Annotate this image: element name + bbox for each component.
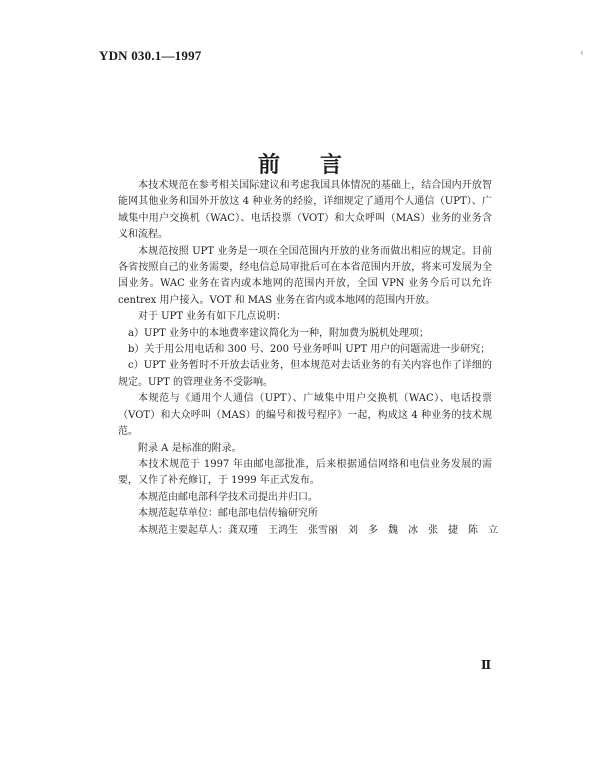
paragraph-proposer: 本规范由邮电部科学技术司提出并归口。 bbox=[138, 491, 318, 503]
paragraph-upt-scope: 本规范按照 UPT 业务是一项在全国范围内开放的业务而做出相应的规定。目前各省按照自己的业务需要，经电信总局审批后可在本省范围内开放，将来可发展为全国业务。WAC 业务在省内或本地网的范围内开放，全国 VPN 业务今后可以允许 centrex 用户接入。VOT 和 MAS 业务在省内或本地网的范围内开放。 bbox=[118, 245, 492, 306]
paragraph-drafters: 本规范主要起草人：龚双瑾 王鸿生 张雪丽 刘 多 魏 冰 张 捷 陈 立 bbox=[138, 524, 498, 536]
list-item-c: c）UPT 业务暂时不开放去话业务，但本规范对去话业务的有关内容也作了详细的规定。UPT 的管理业务不受影响。 bbox=[118, 360, 492, 388]
list-item-a: a）UPT 业务中的本地费率建议简化为一种，附加费为脱机处理项； bbox=[128, 327, 429, 339]
document-code: YDN 030.1—1997 bbox=[99, 48, 202, 63]
paragraph-appendix: 附录 A 是标准的附录。 bbox=[138, 442, 242, 454]
preface-body bbox=[118, 178, 498, 539]
edge-mark: ‹ bbox=[580, 48, 584, 59]
page-number: Ⅱ bbox=[481, 658, 492, 672]
paragraph-drafting-unit: 本规范起草单位：邮电部电信传输研究所 bbox=[138, 508, 318, 520]
paragraph-scope: 本技术规范在参考相关国际建议和考虑我国具体情况的基础上，结合国内开放智能网其他业务和国外开放这 4 种业务的经验，详细规定了通用个人通信（UPT）、广域集中用户交换机（WAC）、电话投票（VOT）和大众呼叫（MAS）业务的业务含义和流程。 bbox=[118, 180, 492, 241]
page-title: 前言 bbox=[257, 153, 382, 178]
paragraph-upt-notes-intro: 对于 UPT 业务有如下几点说明： bbox=[138, 311, 287, 323]
list-item-b: b）关于用公用电话和 300 号、200 号业务呼叫 UPT 用户的问题需进一步研究； bbox=[128, 344, 491, 356]
paragraph-related-spec: 本规范与《通用个人通信（UPT）、广域集中用户交换机（WAC）、电话投票（VOT）和大众呼叫（MAS）的编号和拨号程序》一起，构成这 4 种业务的技术规范。 bbox=[118, 393, 492, 438]
paragraph-approval: 本技术规范于 1997 年由邮电部批准，后来根据通信网络和电信业务发展的需要，又作了补充修订，于 1999 年正式发布。 bbox=[118, 458, 492, 487]
